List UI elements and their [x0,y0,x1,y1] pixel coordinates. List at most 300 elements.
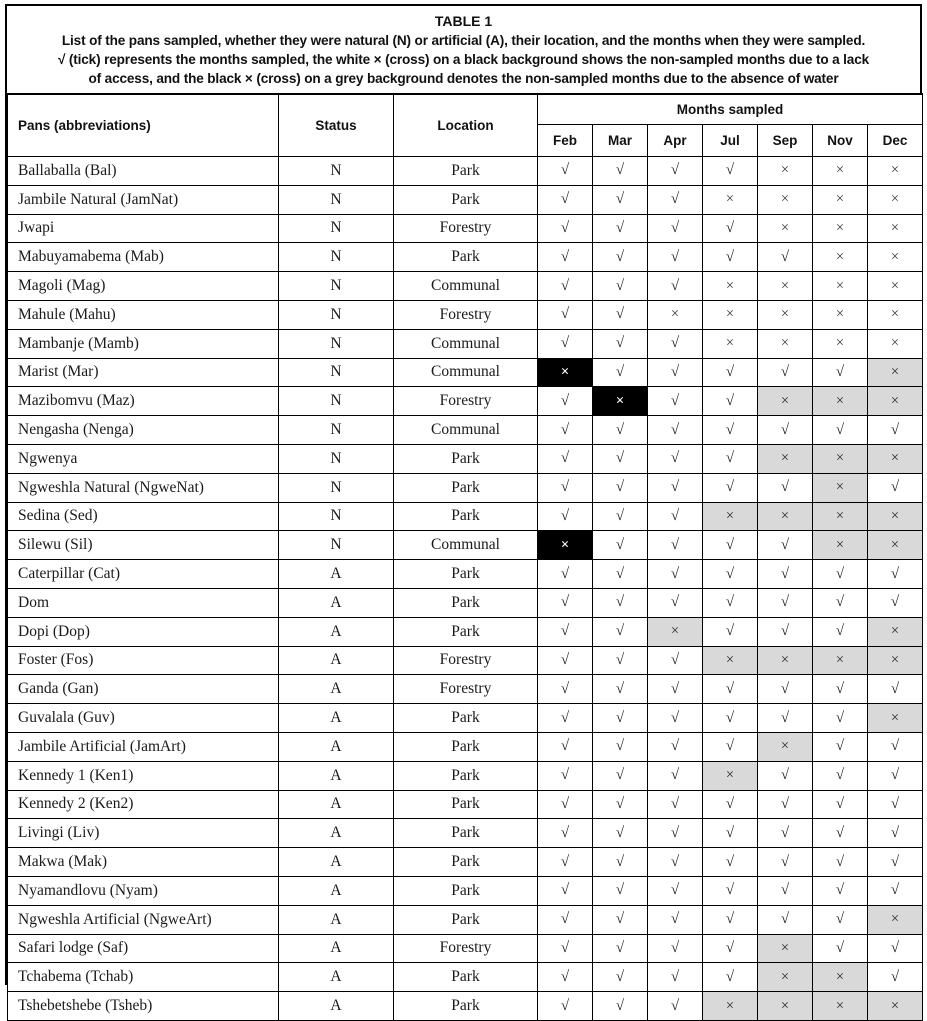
pans-column-header: Pans (abbreviations) [8,94,279,157]
tick-mark-cell: √ [703,214,758,243]
pan-name-cell: Mahule (Mahu) [8,300,279,329]
table-row [8,560,923,589]
status-cell: A [279,617,394,646]
tick-mark-cell: √ [593,675,648,704]
table-row [8,704,923,733]
pan-name-cell: Ganda (Gan) [8,675,279,704]
tick-mark-cell: √ [538,243,593,272]
pan-name-cell: Kennedy 1 (Ken1) [8,761,279,790]
cross-mark-cell: × [758,185,813,214]
tick-mark-cell: √ [538,329,593,358]
pan-name-cell: Mambanje (Mamb) [8,329,279,358]
tick-mark-cell: √ [593,531,648,560]
tick-mark-cell: √ [868,588,923,617]
location-cell: Forestry [394,934,538,963]
cross-mark-cell: × [758,272,813,301]
status-cell: A [279,848,394,877]
location-cell: Forestry [394,675,538,704]
tick-mark-cell: √ [593,848,648,877]
tick-mark-cell: √ [703,588,758,617]
tick-mark-cell: √ [593,992,648,1021]
status-cell: N [279,358,394,387]
table-row [8,617,923,646]
tick-mark-cell: √ [648,848,703,877]
status-cell: N [279,502,394,531]
location-cell: Park [394,905,538,934]
location-cell: Park [394,992,538,1021]
tick-mark-cell: √ [593,617,648,646]
tick-mark-cell: √ [538,819,593,848]
location-column-header: Location [394,94,538,157]
location-cell: Park [394,473,538,502]
tick-mark-cell: √ [648,531,703,560]
pan-name-cell: Ballaballa (Bal) [8,157,279,186]
tick-mark-cell: √ [648,157,703,186]
pan-name-cell: Silewu (Sil) [8,531,279,560]
tick-mark-cell: √ [593,963,648,992]
cross-mark-cell: × [868,444,923,473]
table-row [8,214,923,243]
tick-mark-cell: √ [703,876,758,905]
tick-mark-cell: √ [868,473,923,502]
cross-mark-cell: × [813,992,868,1021]
pans-table [7,93,923,1021]
tick-mark-cell: √ [648,934,703,963]
location-cell: Park [394,876,538,905]
table-row [8,243,923,272]
tick-mark-cell: √ [593,732,648,761]
cross-mark-cell: × [813,300,868,329]
cross-mark-cell: × [703,300,758,329]
cross-mark-cell: × [813,963,868,992]
table-row [8,300,923,329]
table-row [8,761,923,790]
tick-mark-cell: √ [758,243,813,272]
tick-mark-cell: √ [703,444,758,473]
tick-mark-cell: √ [703,243,758,272]
tick-mark-cell: √ [593,300,648,329]
tick-mark-cell: √ [648,473,703,502]
tick-mark-cell: √ [703,531,758,560]
tick-mark-cell: √ [648,358,703,387]
location-cell: Park [394,761,538,790]
status-cell: A [279,761,394,790]
tick-mark-cell: √ [538,790,593,819]
status-cell: A [279,905,394,934]
months-group-header: Months sampled [538,94,923,125]
status-cell: N [279,387,394,416]
cross-mark-cell: × [758,300,813,329]
cross-mark-cell: × [648,300,703,329]
cross-mark-cell: × [593,387,648,416]
tick-mark-cell: √ [593,876,648,905]
status-cell: A [279,963,394,992]
tick-mark-cell: √ [758,848,813,877]
tick-mark-cell: √ [593,502,648,531]
month-header-sep: Sep [758,125,813,157]
tick-mark-cell: √ [538,992,593,1021]
pan-name-cell: Nengasha (Nenga) [8,416,279,445]
tick-mark-cell: √ [648,675,703,704]
tick-mark-cell: √ [593,790,648,819]
tick-mark-cell: √ [758,761,813,790]
table-row [8,502,923,531]
cross-mark-cell: × [868,329,923,358]
tick-mark-cell: √ [648,272,703,301]
tick-mark-cell: √ [813,588,868,617]
pan-name-cell: Livingi (Liv) [8,819,279,848]
cross-mark-cell: × [868,272,923,301]
location-cell: Park [394,444,538,473]
pan-name-cell: Ngwenya [8,444,279,473]
tick-mark-cell: √ [538,157,593,186]
cross-mark-cell: × [813,387,868,416]
cross-mark-cell: × [758,444,813,473]
tick-mark-cell: √ [868,934,923,963]
cross-mark-cell: × [703,502,758,531]
status-cell: A [279,704,394,733]
pan-name-cell: Foster (Fos) [8,646,279,675]
tick-mark-cell: √ [593,473,648,502]
caption-line-1: List of the pans sampled, whether they were natural (N) or artificial (A), their location, and the months when they were sampled. [61,33,866,48]
cross-mark-cell: × [758,934,813,963]
table-header [8,94,923,157]
tick-mark-cell: √ [593,560,648,589]
cross-mark-cell: × [813,646,868,675]
status-cell: A [279,790,394,819]
location-cell: Communal [394,416,538,445]
table-row [8,329,923,358]
pan-name-cell: Nyamandlovu (Nyam) [8,876,279,905]
tick-mark-cell: √ [758,617,813,646]
tick-mark-cell: √ [868,819,923,848]
cross-mark-cell: × [813,444,868,473]
cross-mark-cell: × [758,214,813,243]
status-column-header: Status [279,94,394,157]
tick-mark-cell: √ [703,905,758,934]
table-title: TABLE 1 [434,13,493,29]
cross-mark-cell: × [868,387,923,416]
status-cell: A [279,934,394,963]
location-cell: Communal [394,358,538,387]
tick-mark-cell: √ [813,761,868,790]
tick-mark-cell: √ [538,761,593,790]
tick-mark-cell: √ [648,646,703,675]
location-cell: Forestry [394,214,538,243]
cross-mark-cell: × [758,502,813,531]
location-cell: Park [394,185,538,214]
cross-mark-cell: × [868,243,923,272]
tick-mark-cell: √ [538,905,593,934]
location-cell: Communal [394,531,538,560]
tick-mark-cell: √ [758,905,813,934]
tick-mark-cell: √ [593,444,648,473]
cross-mark-cell: × [703,761,758,790]
table-row [8,848,923,877]
status-cell: A [279,876,394,905]
tick-mark-cell: √ [813,617,868,646]
tick-mark-cell: √ [813,876,868,905]
tick-mark-cell: √ [703,157,758,186]
cross-mark-cell: × [758,732,813,761]
location-cell: Park [394,502,538,531]
table-row [8,675,923,704]
table-row [8,790,923,819]
table-row [8,876,923,905]
cross-mark-cell: × [868,502,923,531]
tick-mark-cell: √ [703,617,758,646]
cross-mark-cell: × [703,272,758,301]
table-row [8,819,923,848]
tick-mark-cell: √ [703,848,758,877]
location-cell: Park [394,617,538,646]
tick-mark-cell: √ [758,819,813,848]
pan-name-cell: Tchabema (Tchab) [8,963,279,992]
status-cell: N [279,243,394,272]
location-cell: Forestry [394,300,538,329]
status-cell: N [279,185,394,214]
tick-mark-cell: √ [703,387,758,416]
pan-name-cell: Ngweshla Artificial (NgweArt) [8,905,279,934]
tick-mark-cell: √ [538,300,593,329]
status-cell: N [279,300,394,329]
cross-mark-cell: × [538,358,593,387]
tick-mark-cell: √ [703,473,758,502]
tick-mark-cell: √ [703,416,758,445]
status-cell: N [279,214,394,243]
table-row [8,531,923,560]
table-row [8,185,923,214]
tick-mark-cell: √ [648,560,703,589]
pan-name-cell: Makwa (Mak) [8,848,279,877]
pan-name-cell: Jambile Artificial (JamArt) [8,732,279,761]
tick-mark-cell: √ [868,560,923,589]
tick-mark-cell: √ [758,704,813,733]
tick-mark-cell: √ [648,387,703,416]
tick-mark-cell: √ [593,905,648,934]
cross-mark-cell: × [813,531,868,560]
tick-mark-cell: √ [868,675,923,704]
cross-mark-cell: × [703,646,758,675]
tick-mark-cell: √ [538,588,593,617]
tick-mark-cell: √ [593,761,648,790]
tick-mark-cell: √ [868,790,923,819]
location-cell: Park [394,588,538,617]
tick-mark-cell: √ [703,704,758,733]
status-cell: A [279,819,394,848]
tick-mark-cell: √ [813,358,868,387]
tick-mark-cell: √ [703,790,758,819]
table-row [8,358,923,387]
status-cell: A [279,588,394,617]
pan-name-cell: Kennedy 2 (Ken2) [8,790,279,819]
cross-mark-cell: × [758,646,813,675]
table-row [8,588,923,617]
caption-line-2: √ (tick) represents the months sampled, the white × (cross) on a black background shows the non-sampled months due to a lack [57,52,870,67]
tick-mark-cell: √ [703,358,758,387]
tick-mark-cell: √ [648,444,703,473]
cross-mark-cell: × [868,300,923,329]
cross-mark-cell: × [868,905,923,934]
table-row [8,272,923,301]
tick-mark-cell: √ [758,790,813,819]
month-header-mar: Mar [593,125,648,157]
tick-mark-cell: √ [538,963,593,992]
month-header-apr: Apr [648,125,703,157]
table-row [8,473,923,502]
table-row [8,905,923,934]
tick-mark-cell: √ [648,185,703,214]
cross-mark-cell: × [538,531,593,560]
tick-mark-cell: √ [538,416,593,445]
tick-mark-cell: √ [593,214,648,243]
caption-block [7,6,920,93]
tick-mark-cell: √ [648,588,703,617]
cross-mark-cell: × [813,185,868,214]
tick-mark-cell: √ [868,876,923,905]
tick-mark-cell: √ [758,560,813,589]
location-cell: Communal [394,329,538,358]
location-cell: Park [394,819,538,848]
tick-mark-cell: √ [593,704,648,733]
tick-mark-cell: √ [593,157,648,186]
tick-mark-cell: √ [703,963,758,992]
tick-mark-cell: √ [813,675,868,704]
location-cell: Park [394,848,538,877]
location-cell: Park [394,704,538,733]
tick-mark-cell: √ [593,416,648,445]
tick-mark-cell: √ [538,387,593,416]
table-row [8,732,923,761]
tick-mark-cell: √ [813,934,868,963]
tick-mark-cell: √ [703,934,758,963]
cross-mark-cell: × [703,329,758,358]
tick-mark-cell: √ [538,473,593,502]
table-body [8,157,923,1021]
cross-mark-cell: × [868,646,923,675]
tick-mark-cell: √ [538,876,593,905]
cross-mark-cell: × [758,387,813,416]
month-header-nov: Nov [813,125,868,157]
header-group-row [8,94,923,125]
cross-mark-cell: × [758,963,813,992]
tick-mark-cell: √ [593,358,648,387]
pan-name-cell: Ngweshla Natural (NgweNat) [8,473,279,502]
cross-mark-cell: × [868,214,923,243]
cross-mark-cell: × [868,704,923,733]
cross-mark-cell: × [868,185,923,214]
tick-mark-cell: √ [758,358,813,387]
tick-mark-cell: √ [868,848,923,877]
table-row [8,416,923,445]
location-cell: Park [394,560,538,589]
pan-name-cell: Mazibomvu (Maz) [8,387,279,416]
tick-mark-cell: √ [758,531,813,560]
tick-mark-cell: √ [648,243,703,272]
tick-mark-cell: √ [593,646,648,675]
location-cell: Forestry [394,646,538,675]
tick-mark-cell: √ [538,185,593,214]
pan-name-cell: Magoli (Mag) [8,272,279,301]
table-row [8,387,923,416]
tick-mark-cell: √ [703,560,758,589]
status-cell: A [279,675,394,704]
cross-mark-cell: × [758,157,813,186]
tick-mark-cell: √ [538,934,593,963]
tick-mark-cell: √ [593,588,648,617]
tick-mark-cell: √ [538,732,593,761]
tick-mark-cell: √ [538,214,593,243]
pan-name-cell: Safari lodge (Saf) [8,934,279,963]
status-cell: A [279,646,394,675]
tick-mark-cell: √ [758,473,813,502]
tick-mark-cell: √ [538,617,593,646]
cross-mark-cell: × [703,185,758,214]
tick-mark-cell: √ [758,416,813,445]
pan-name-cell: Dopi (Dop) [8,617,279,646]
cross-mark-cell: × [813,502,868,531]
table-row [8,157,923,186]
tick-mark-cell: √ [868,732,923,761]
tick-mark-cell: √ [813,848,868,877]
caption-line-3: of access, and the black × (cross) on a grey background denotes the non-sampled months due to the absence of water [88,71,839,86]
cross-mark-cell: × [813,329,868,358]
location-cell: Park [394,732,538,761]
tick-mark-cell: √ [538,704,593,733]
cross-mark-cell: × [868,531,923,560]
pan-name-cell: Caterpillar (Cat) [8,560,279,589]
pan-name-cell: Sedina (Sed) [8,502,279,531]
status-cell: N [279,444,394,473]
cross-mark-cell: × [868,992,923,1021]
status-cell: N [279,416,394,445]
cross-mark-cell: × [758,329,813,358]
status-cell: N [279,473,394,502]
tick-mark-cell: √ [648,329,703,358]
tick-mark-cell: √ [868,416,923,445]
month-header-feb: Feb [538,125,593,157]
tick-mark-cell: √ [593,934,648,963]
tick-mark-cell: √ [593,272,648,301]
cross-mark-cell: × [813,473,868,502]
tick-mark-cell: √ [813,560,868,589]
tick-mark-cell: √ [813,704,868,733]
location-cell: Park [394,157,538,186]
location-cell: Park [394,963,538,992]
status-cell: N [279,157,394,186]
table-row [8,444,923,473]
tick-mark-cell: √ [538,502,593,531]
tick-mark-cell: √ [538,675,593,704]
cross-mark-cell: × [868,617,923,646]
pan-name-cell: Guvalala (Guv) [8,704,279,733]
tick-mark-cell: √ [593,185,648,214]
tick-mark-cell: √ [703,675,758,704]
pan-name-cell: Dom [8,588,279,617]
status-cell: N [279,531,394,560]
cross-mark-cell: × [703,992,758,1021]
tick-mark-cell: √ [648,963,703,992]
tick-mark-cell: √ [868,963,923,992]
status-cell: A [279,992,394,1021]
tick-mark-cell: √ [648,214,703,243]
table-frame [5,4,922,1014]
pan-name-cell: Jambile Natural (JamNat) [8,185,279,214]
location-cell: Communal [394,272,538,301]
pan-name-cell: Mabuyamabema (Mab) [8,243,279,272]
tick-mark-cell: √ [758,675,813,704]
tick-mark-cell: √ [703,732,758,761]
